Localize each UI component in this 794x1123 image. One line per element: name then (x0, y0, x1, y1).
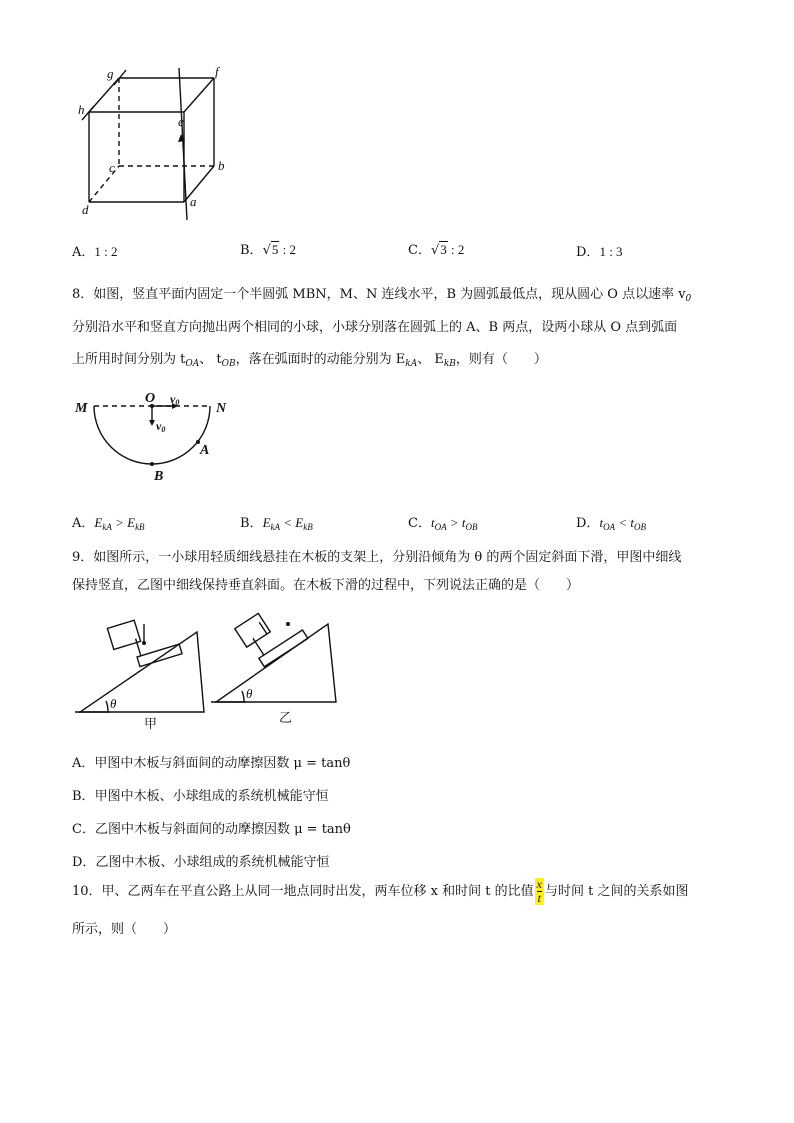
angle-label-right: θ (246, 686, 253, 701)
board-left (107, 610, 182, 673)
q9-option-b[interactable]: B．甲图中木板、小球组成的系统机械能守恒 (72, 789, 329, 804)
q7-option-c[interactable]: C．√3 : 2 (408, 242, 465, 258)
q8-option-d[interactable]: D．$t_{OA} < t_{OB}$ (576, 515, 646, 532)
q9-option-a[interactable]: A．甲图中木板与斜面间的动摩擦因数 μ = tanθ (72, 756, 351, 771)
caption-yi: 乙 (279, 710, 293, 725)
incline-left (80, 632, 204, 712)
label-v0-vertical: v0 (156, 419, 166, 434)
q7-option-b[interactable]: B．√5 : 2 (240, 242, 296, 258)
q8-line1: 8．如图，竖直平面内固定一个半圆弧 MBN，M、N 连线水平，B 为圆弧最低点，现从圆心 O 点以速率 $v_0$ (72, 287, 692, 304)
edge-ef (184, 78, 214, 112)
incline-right (216, 624, 336, 702)
q9-line1: 9．如图所示，一小球用轻质细线悬挂在木板的支架上，分别沿倾角为 θ 的两个固定斜面下滑，甲图中细线 (72, 550, 682, 565)
label-n: N (216, 401, 227, 416)
q9-option-c[interactable]: C．乙图中木板与斜面间的动摩擦因数 μ = tanθ (72, 822, 351, 837)
fraction-x-over-t: $\frac{x}{t}$ (536, 877, 542, 905)
label-o: O (145, 391, 156, 406)
q9-line2: 保持竖直，乙图中细线保持垂直斜面。在木板下滑的过程中，下列说法正确的是（ ） (72, 578, 580, 593)
q8-line3: 上所用时间分别为 $t_{OA}$、 $t_{OB}$，落在弧面时的动能分别为 $E_{kA}$、 $E_{kB}$，则有（ ） (72, 352, 547, 369)
arrow-down-icon (149, 420, 155, 426)
board-right (235, 602, 308, 669)
label-e: e (178, 114, 184, 129)
q8-option-c[interactable]: C．$t_{OA} > t_{OB}$ (408, 515, 478, 532)
caption-jia: 甲 (144, 716, 158, 731)
current-wire (179, 68, 187, 220)
label-b: B (154, 469, 164, 484)
label-d: d (82, 202, 89, 217)
q8-line2: 分别沿水平和竖直方向抛出两个相同的小球，小球分别落在圆弧上的 A、B 两点，设两小球从 O 点到弧面 (72, 320, 678, 335)
q8-option-a[interactable]: A．$E_{kA} > E_{kB}$ (72, 515, 145, 532)
label-b: b (218, 158, 225, 173)
angle-label-left: θ (110, 696, 117, 711)
sqrt-symbol: √5 (262, 242, 279, 258)
q7-option-d[interactable]: D．1 : 3 (576, 244, 623, 260)
ball-right (286, 622, 290, 626)
q10-line1: 10．甲、乙两车在平直公路上从同一地点同时出发，两车位移 x 和时间 t 的比值 $\frac{x}{t}$ 与时间 t 之间的关系如图 (72, 877, 689, 905)
semicircle-figure (72, 390, 242, 490)
incline-figures (74, 602, 374, 732)
label-c: c (109, 160, 115, 175)
label-g: g (107, 66, 114, 81)
edge-ab (184, 166, 214, 202)
angle-arc-left (106, 701, 108, 712)
label-m: M (75, 401, 88, 416)
label-h: h (78, 102, 85, 117)
q10-line2: 所示，则（ ） (72, 922, 177, 937)
label-v0-horizontal: v0 (170, 392, 180, 407)
q7-option-a[interactable]: A．1 : 2 (72, 244, 118, 260)
angle-arc-right (242, 691, 244, 702)
label-f: f (215, 66, 219, 79)
q8-option-b[interactable]: B．$E_{kA} < E_{kB}$ (240, 515, 313, 532)
cube-figure (74, 66, 244, 228)
label-a: A (200, 443, 210, 458)
q9-option-d[interactable]: D．乙图中木板、小球组成的系统机械能守恒 (72, 855, 330, 870)
ball-left (142, 641, 146, 645)
sqrt-symbol: √3 (430, 242, 447, 258)
label-a: a (190, 194, 197, 209)
point-b (150, 462, 154, 466)
